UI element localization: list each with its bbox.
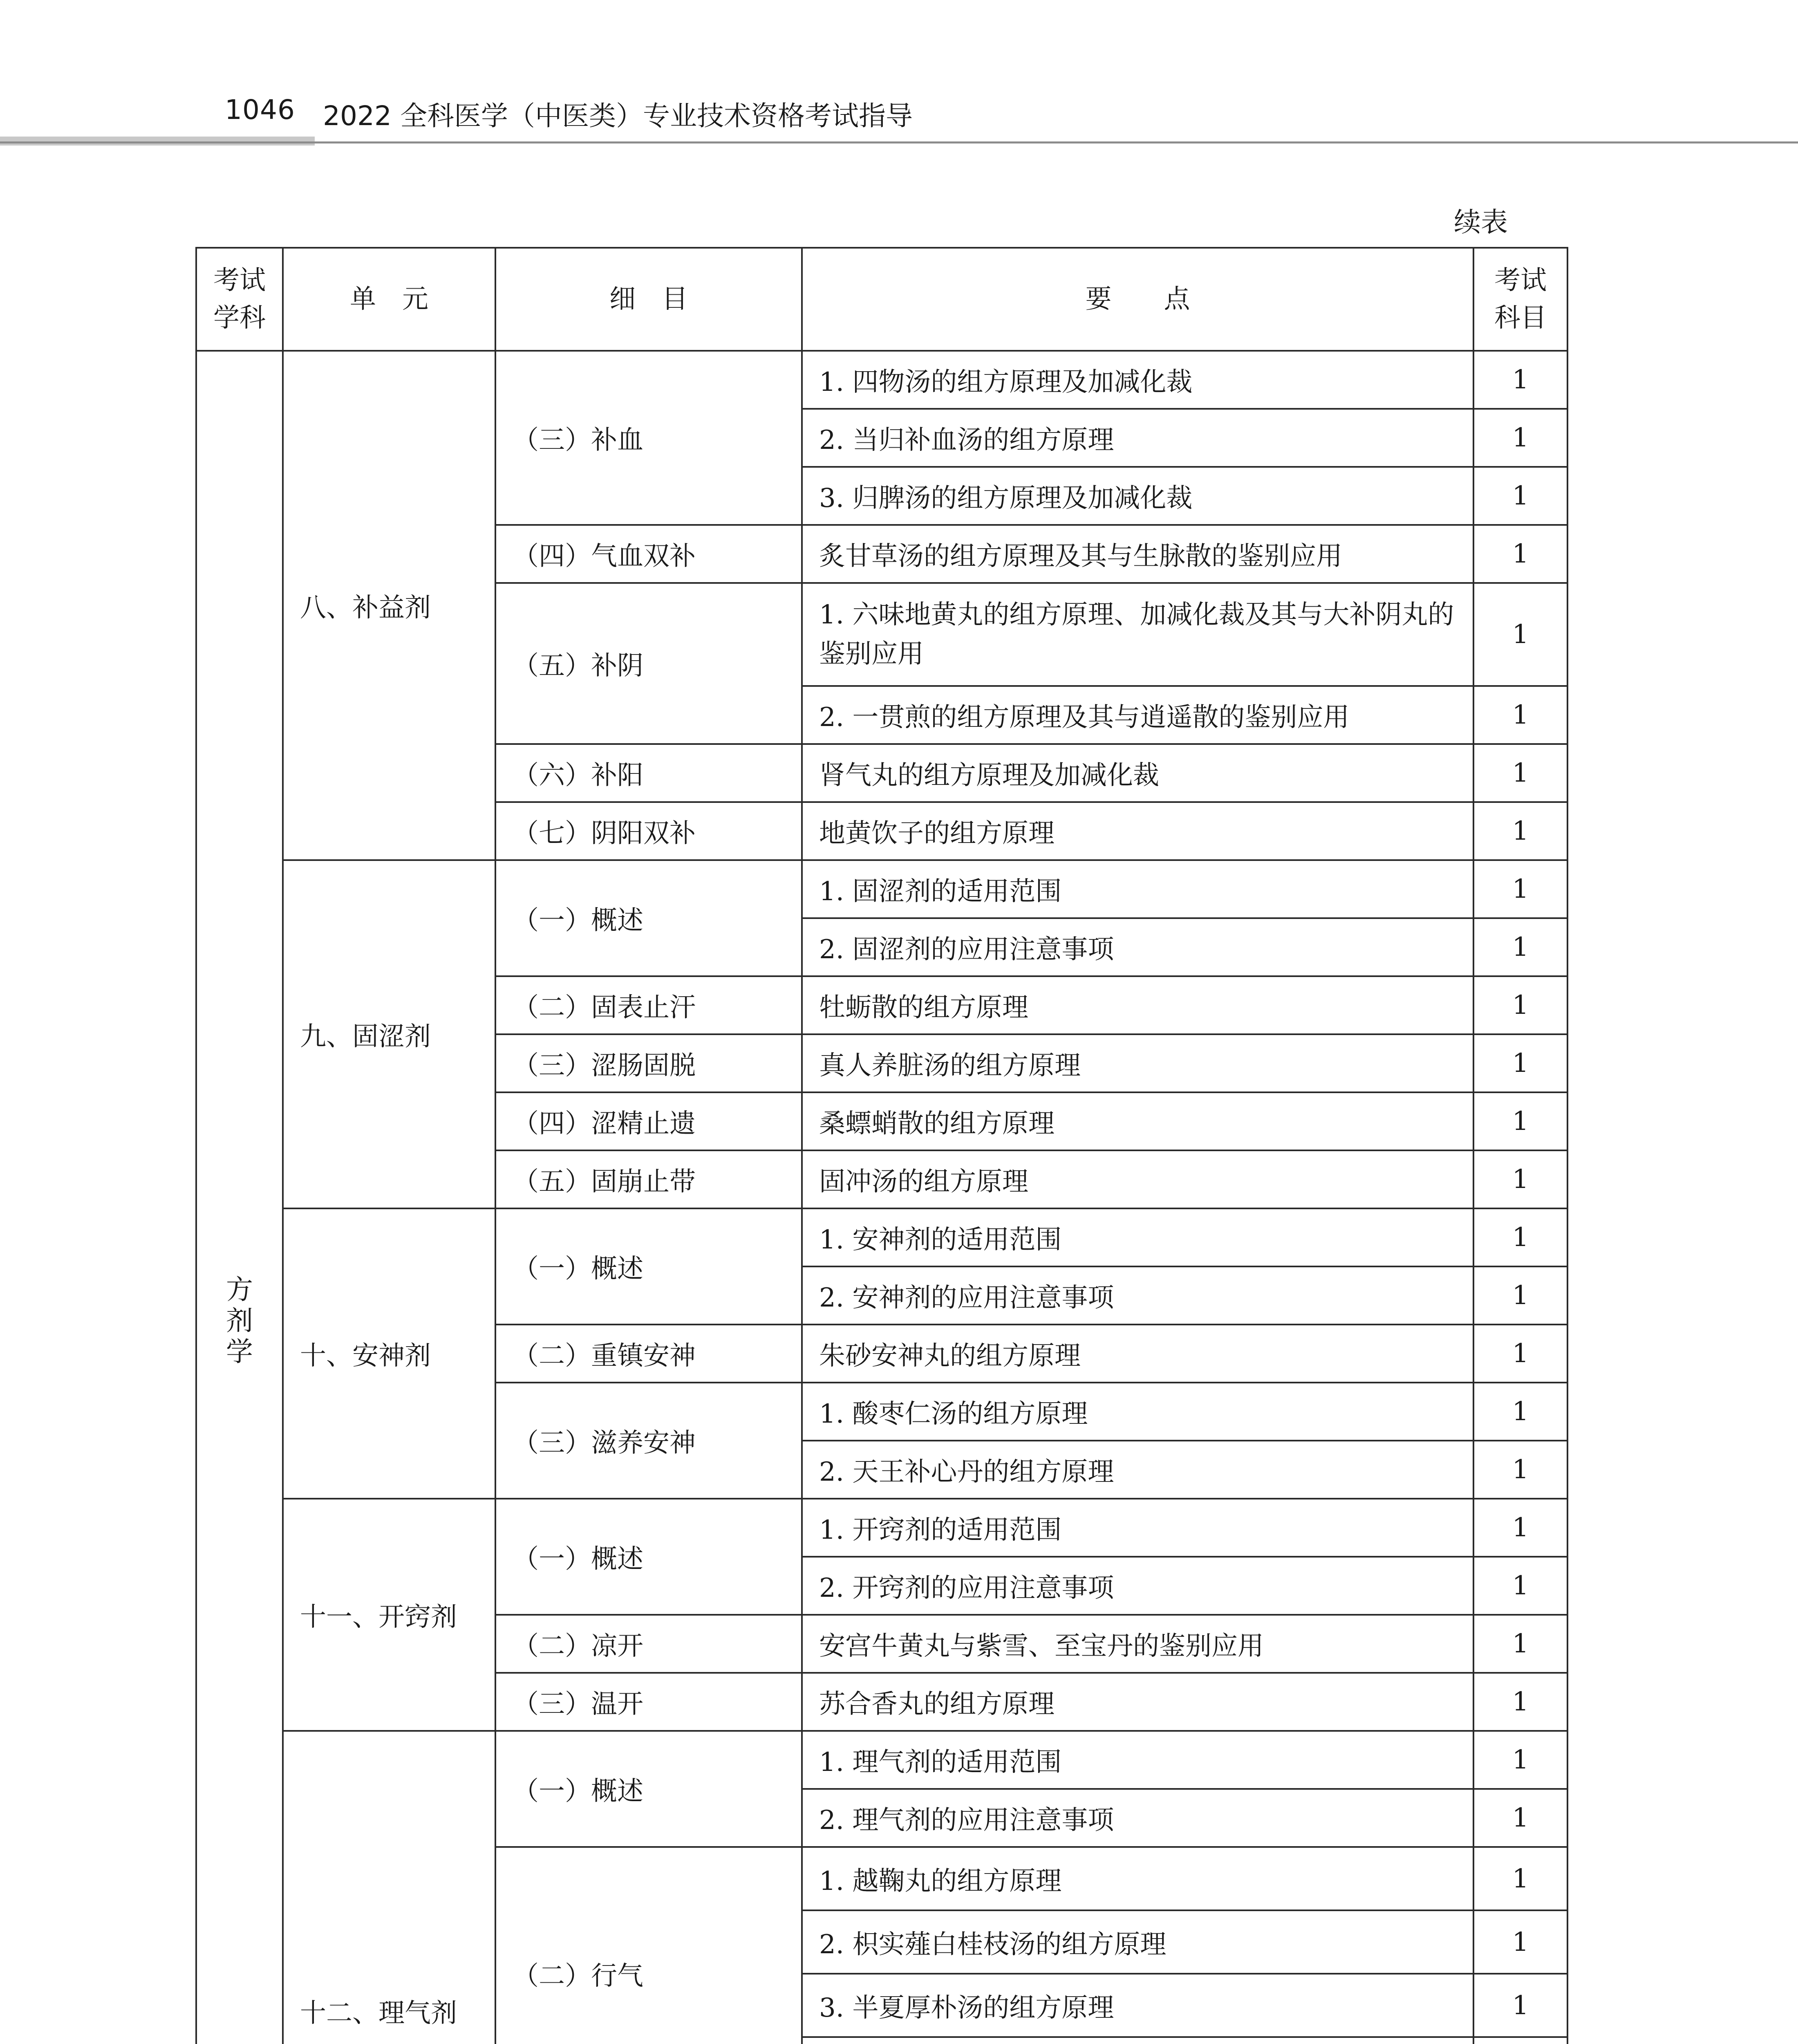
point-cell: 炙甘草汤的组方原理及其与生脉散的鉴别应用 bbox=[802, 525, 1473, 583]
page-header bbox=[0, 0, 1798, 147]
point-cell: 地黄饮子的组方原理 bbox=[802, 802, 1473, 860]
header-accent-bar bbox=[0, 137, 315, 146]
exam-subject-cell bbox=[1473, 2037, 1567, 2044]
exam-subject-cell: 1 bbox=[1473, 1789, 1567, 1847]
point-cell: 桑螵蛸散的组方原理 bbox=[802, 1092, 1473, 1150]
point-cell: 1. 固涩剂的适用范围 bbox=[802, 860, 1473, 918]
table-row bbox=[196, 1731, 1567, 1789]
point-cell: 朱砂安神丸的组方原理 bbox=[802, 1325, 1473, 1383]
exam-subject-cell: 1 bbox=[1473, 525, 1567, 583]
point-cell: 1. 开窍剂的适用范围 bbox=[802, 1499, 1473, 1557]
exam-subject-cell: 1 bbox=[1473, 1092, 1567, 1150]
point-cell: 1. 理气剂的适用范围 bbox=[802, 1731, 1473, 1789]
subject-cell: 方剂学 bbox=[196, 351, 283, 2044]
item-cell: （二）凉开 bbox=[495, 1615, 802, 1673]
point-cell: 1. 六味地黄丸的组方原理、加减化裁及其与大补阴丸的鉴别应用 bbox=[802, 583, 1473, 686]
point-cell: 3. 归脾汤的组方原理及加减化裁 bbox=[802, 467, 1473, 525]
unit-cell: 十、安神剂 bbox=[283, 1208, 495, 1499]
item-cell: （五）补阴 bbox=[495, 583, 802, 744]
exam-subject-cell: 1 bbox=[1473, 802, 1567, 860]
continued-label: 续表 bbox=[1454, 206, 1508, 238]
header-unit: 单 元 bbox=[283, 248, 495, 351]
exam-subject-cell: 1 bbox=[1473, 976, 1567, 1034]
item-cell: （一）概述 bbox=[495, 1731, 802, 1847]
exam-subject-cell: 1 bbox=[1473, 1325, 1567, 1383]
point-cell: 2. 安神剂的应用注意事项 bbox=[802, 1266, 1473, 1325]
item-cell: （七）阴阳双补 bbox=[495, 802, 802, 860]
point-cell bbox=[802, 2037, 1473, 2044]
exam-subject-cell: 1 bbox=[1473, 351, 1567, 409]
exam-subject-cell: 1 bbox=[1473, 583, 1567, 686]
point-cell: 2. 开窍剂的应用注意事项 bbox=[802, 1557, 1473, 1615]
item-cell: （一）概述 bbox=[495, 1499, 802, 1615]
point-cell: 2. 一贯煎的组方原理及其与逍遥散的鉴别应用 bbox=[802, 686, 1473, 744]
table-row bbox=[196, 1208, 1567, 1266]
header-rule bbox=[0, 141, 1798, 143]
table-row bbox=[196, 1499, 1567, 1557]
point-cell: 1. 越鞠丸的组方原理 bbox=[802, 1847, 1473, 1910]
point-cell: 3. 半夏厚朴汤的组方原理 bbox=[802, 1974, 1473, 2037]
unit-cell: 十一、开窍剂 bbox=[283, 1499, 495, 1731]
exam-subject-cell: 1 bbox=[1473, 860, 1567, 918]
point-cell: 苏合香丸的组方原理 bbox=[802, 1673, 1473, 1731]
item-cell: （五）固崩止带 bbox=[495, 1150, 802, 1208]
exam-subject-cell: 1 bbox=[1473, 1974, 1567, 2037]
item-cell: （四）涩精止遗 bbox=[495, 1092, 802, 1150]
unit-cell: 八、补益剂 bbox=[283, 351, 495, 860]
item-cell: （三）涩肠固脱 bbox=[495, 1034, 802, 1092]
header-item: 细 目 bbox=[495, 248, 802, 351]
point-cell: 2. 天王补心丹的组方原理 bbox=[802, 1441, 1473, 1499]
exam-subject-cell: 1 bbox=[1473, 1034, 1567, 1092]
unit-cell: 十二、理气剂 bbox=[283, 1731, 495, 2044]
header-subject: 考试学科 bbox=[196, 248, 283, 351]
exam-subject-cell: 1 bbox=[1473, 1150, 1567, 1208]
item-cell: （一）概述 bbox=[495, 860, 802, 976]
unit-cell: 九、固涩剂 bbox=[283, 860, 495, 1208]
exam-subject-cell: 1 bbox=[1473, 1847, 1567, 1910]
point-cell: 2. 枳实薤白桂枝汤的组方原理 bbox=[802, 1910, 1473, 1974]
exam-subject-cell: 1 bbox=[1473, 744, 1567, 802]
exam-subject-cell: 1 bbox=[1473, 1208, 1567, 1266]
exam-subject-cell: 1 bbox=[1473, 1383, 1567, 1441]
page-number: 1046 bbox=[225, 94, 295, 126]
point-cell: 牡蛎散的组方原理 bbox=[802, 976, 1473, 1034]
item-cell: （二）行气 bbox=[495, 1847, 802, 2044]
table-header-row bbox=[196, 248, 1567, 351]
header-point: 要 点 bbox=[802, 248, 1473, 351]
item-cell: （二）重镇安神 bbox=[495, 1325, 802, 1383]
table-row bbox=[196, 860, 1567, 918]
item-cell: （六）补阳 bbox=[495, 744, 802, 802]
table-row bbox=[196, 351, 1567, 409]
item-cell: （三）温开 bbox=[495, 1673, 802, 1731]
point-cell: 1. 安神剂的适用范围 bbox=[802, 1208, 1473, 1266]
point-cell: 2. 当归补血汤的组方原理 bbox=[802, 409, 1473, 467]
point-cell: 固冲汤的组方原理 bbox=[802, 1150, 1473, 1208]
table-body bbox=[196, 351, 1567, 2044]
syllabus-table bbox=[195, 247, 1568, 2044]
running-title: 2022 全科医学（中医类）专业技术资格考试指导 bbox=[323, 100, 913, 132]
exam-subject-cell: 1 bbox=[1473, 1910, 1567, 1974]
point-cell: 肾气丸的组方原理及加减化裁 bbox=[802, 744, 1473, 802]
exam-subject-cell: 1 bbox=[1473, 1499, 1567, 1557]
item-cell: （三）滋养安神 bbox=[495, 1383, 802, 1499]
point-cell: 安宫牛黄丸与紫雪、至宝丹的鉴别应用 bbox=[802, 1615, 1473, 1673]
item-cell: （四）气血双补 bbox=[495, 525, 802, 583]
exam-subject-cell: 1 bbox=[1473, 1731, 1567, 1789]
exam-subject-cell: 1 bbox=[1473, 409, 1567, 467]
point-cell: 1. 酸枣仁汤的组方原理 bbox=[802, 1383, 1473, 1441]
point-cell: 1. 四物汤的组方原理及加减化裁 bbox=[802, 351, 1473, 409]
exam-subject-cell: 1 bbox=[1473, 1615, 1567, 1673]
item-cell: （一）概述 bbox=[495, 1208, 802, 1325]
exam-subject-cell: 1 bbox=[1473, 1441, 1567, 1499]
exam-subject-cell: 1 bbox=[1473, 467, 1567, 525]
exam-subject-cell: 1 bbox=[1473, 1557, 1567, 1615]
header-exam: 考试科目 bbox=[1473, 248, 1567, 351]
point-cell: 2. 固涩剂的应用注意事项 bbox=[802, 918, 1473, 976]
exam-subject-cell: 1 bbox=[1473, 1266, 1567, 1325]
exam-subject-cell: 1 bbox=[1473, 686, 1567, 744]
exam-subject-cell: 1 bbox=[1473, 1673, 1567, 1731]
point-cell: 2. 理气剂的应用注意事项 bbox=[802, 1789, 1473, 1847]
item-cell: （二）固表止汗 bbox=[495, 976, 802, 1034]
item-cell: （三）补血 bbox=[495, 351, 802, 525]
point-cell: 真人养脏汤的组方原理 bbox=[802, 1034, 1473, 1092]
exam-subject-cell: 1 bbox=[1473, 918, 1567, 976]
